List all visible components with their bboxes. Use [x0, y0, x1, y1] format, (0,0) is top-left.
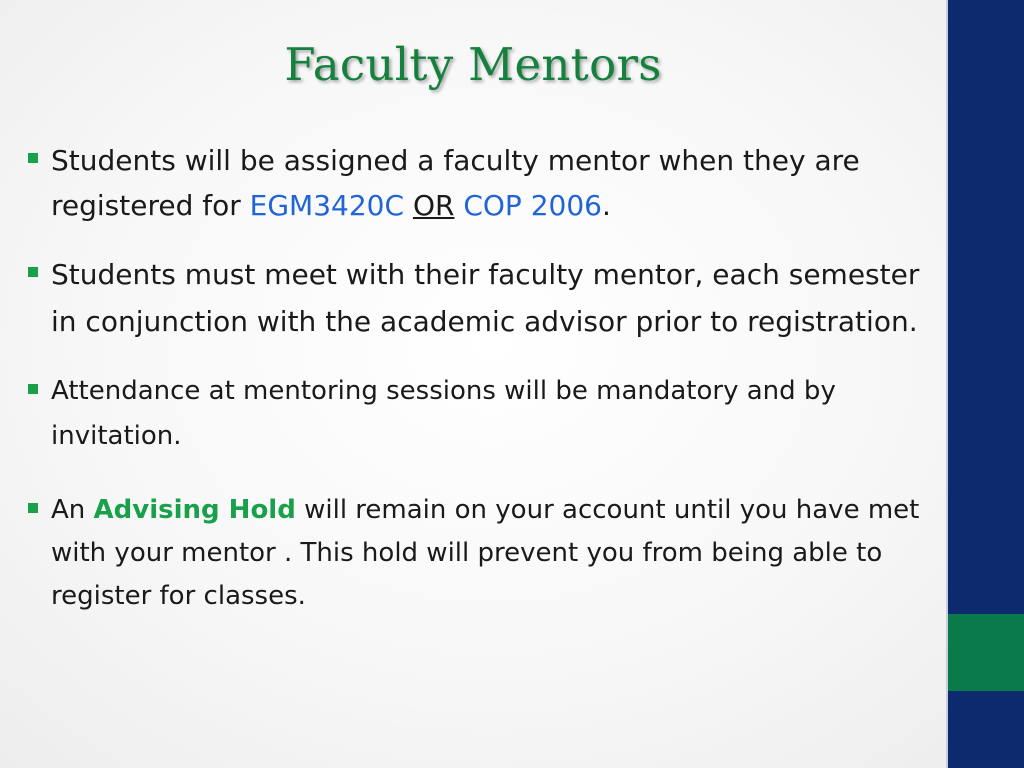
course-code-egm3420c: EGM3420C	[249, 189, 405, 222]
course-code-cop2006: COP 2006	[463, 189, 602, 222]
separator	[454, 189, 463, 222]
separator	[404, 189, 413, 222]
square-bullet-icon	[28, 267, 38, 277]
side-accent-block	[948, 614, 1024, 691]
square-bullet-icon	[28, 503, 38, 513]
bullet-item-advising-hold	[24, 489, 924, 618]
bullet-text-continued: will remain on your account until you have met with your mentor . This hold will prevent you from being able to register for classes.	[51, 495, 920, 611]
bullet-list	[24, 138, 924, 618]
bullet-text: An	[51, 495, 94, 525]
bullet-text: Attendance at mentoring sessions will be mandatory and by invitation.	[51, 376, 836, 451]
bullet-text: Students will be assigned a faculty mentor when they are registered for	[51, 144, 860, 222]
square-bullet-icon	[28, 153, 38, 163]
bullet-item-attendance	[24, 369, 924, 459]
bullet-item-meeting	[24, 251, 924, 345]
advising-hold-highlight: Advising Hold	[93, 495, 296, 525]
or-keyword: OR	[412, 189, 455, 222]
slide-title: Faculty Mentors	[284, 38, 662, 91]
square-bullet-icon	[28, 384, 38, 394]
bullet-end: .	[601, 189, 611, 222]
bullet-text: Students must meet with their faculty mentor, each semester in conjunction with the academic advisor prior to registration.	[51, 258, 920, 338]
bullet-item-assignment	[24, 138, 924, 228]
